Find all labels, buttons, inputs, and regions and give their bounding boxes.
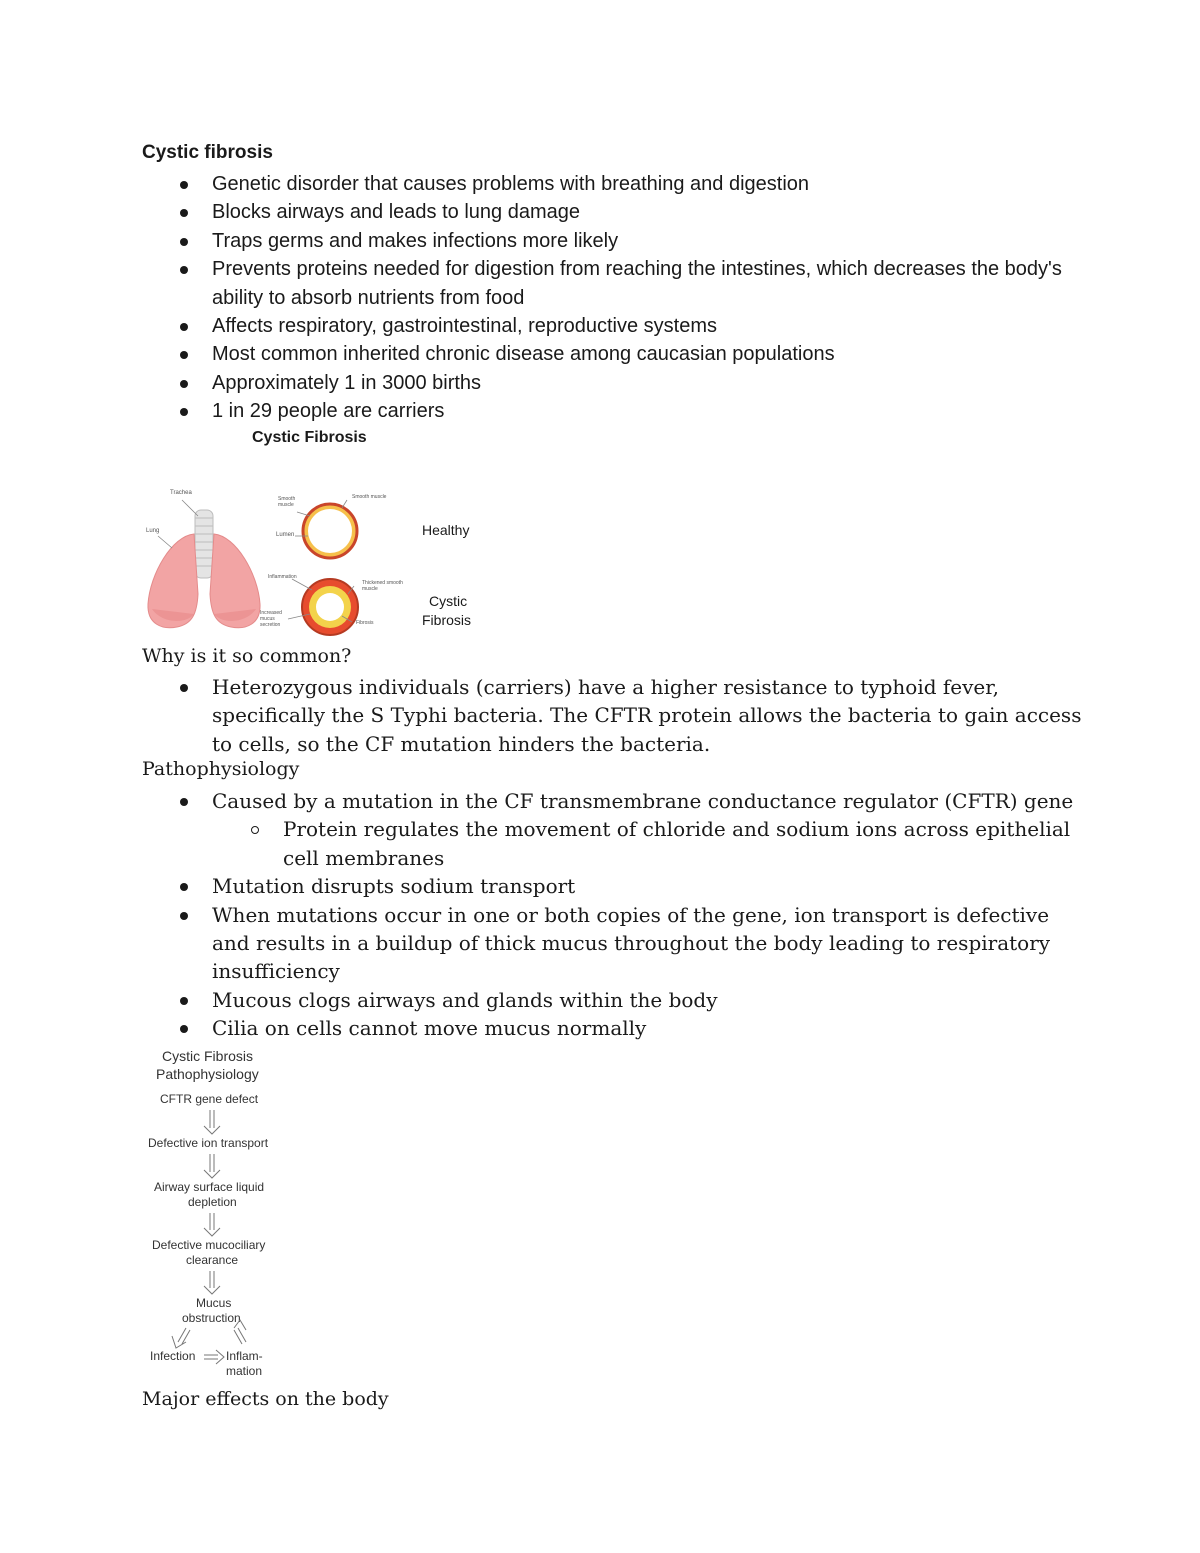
step-airway-surface-liquid: Airway surface liquid [154,1180,265,1194]
cf-label-line2: Fibrosis [422,612,472,628]
down-arrow-icon [204,1271,220,1294]
step-infection: Infection [150,1349,196,1363]
sub-list-item: Protein regulates the movement of chloride and sodium ions across epithelial cell membranes [142,815,1095,872]
list-item: Blocks airways and leads to lung damage [142,198,1092,226]
step-defective-mucociliary: Defective mucociliary [152,1238,266,1252]
list-item: 1 in 29 people are carriers [142,397,1092,425]
intro-bullet-list [142,170,1092,426]
diagonal-arrow-icon [172,1328,190,1348]
lumen-label: Lumen [276,532,295,538]
pathophysiology-bullet-list [142,787,1095,1043]
list-item: When mutations occur in one or both copies of the gene, ion transport is defective and results in a buildup of thick mucus throughout the body leading to respiratory insufficiency [142,901,1092,986]
trachea-label: Trachea [170,490,192,496]
smooth-muscle-label: Smooth muscle [278,496,296,508]
down-arrow-icon [204,1110,220,1134]
diagonal-arrow-icon [234,1320,246,1344]
list-item: Mucous clogs airways and glands within the body [142,986,1092,1014]
list-item: Affects respiratory, gastrointestinal, reproductive systems [142,312,1092,340]
cystic-fibrosis-airway-figure [142,424,502,636]
mucus-secretion-label: Increased mucus secretion [260,610,282,628]
page-title: Cystic fibrosis [142,142,273,163]
step-obstruction: obstruction [182,1311,241,1325]
down-arrow-icon [204,1213,220,1236]
inflammation-label: Inflammation [268,574,297,580]
why-bullet-list [142,673,1092,758]
healthy-label: Healthy [422,522,470,538]
fibrosis-label: Fibrosis [356,620,374,626]
major-effects-heading: Major effects on the body [142,1388,389,1410]
flowchart-arrows [142,1046,292,1382]
list-item: Genetic disorder that causes problems with breathing and digestion [142,170,1092,198]
flowchart-title-line2: Pathophysiology [156,1066,259,1082]
pathophysiology-flowchart [142,1046,292,1382]
figure-title: Cystic Fibrosis [252,429,367,446]
list-item: Heterozygous individuals (carriers) have a higher resistance to typhoid fever, specifically the S Typhi bacteria. The CFTR protein allows the bacteria to gain access to cells, so the CF mutation hinders the bacteria. [142,673,1092,758]
list-item: Caused by a mutation in the CF transmembrane conductance regulator (CFTR) gene [142,787,1092,815]
step-inflammation-line1: Inflam- [226,1349,263,1363]
list-item: Traps germs and makes infections more likely [142,227,1092,255]
list-item: Approximately 1 in 3000 births [142,369,1092,397]
thickened-muscle-label: Thickened smooth muscle [362,580,403,592]
pathophysiology-heading: Pathophysiology [142,758,300,780]
step-clearance: clearance [186,1253,239,1267]
step-mucus: Mucus [196,1296,232,1310]
down-arrow-icon [204,1154,220,1178]
list-item: Prevents proteins needed for digestion from reaching the intestines, which decreases the body's ability to absorb nutrients from food [142,255,1092,312]
why-common-heading: Why is it so common? [142,645,352,667]
list-item: Mutation disrupts sodium transport [142,872,1092,900]
step-cftr-gene-defect: CFTR gene defect [160,1092,259,1106]
list-item: Most common inherited chronic disease among caucasian populations [142,340,1092,368]
lung-label: Lung [146,528,160,534]
trachea-icon [195,510,213,578]
step-depletion: depletion [188,1195,237,1209]
flowchart-title-line1: Cystic Fibrosis [162,1048,254,1064]
right-arrow-icon [204,1350,224,1364]
step-inflammation-line2: mation [226,1364,263,1378]
list-item: Cilia on cells cannot move mucus normally [142,1014,1092,1042]
smooth-muscle-label-right: Smooth muscle [352,494,387,500]
step-defective-ion-transport: Defective ion transport [148,1136,269,1150]
cf-label-line1: Cystic [429,593,468,609]
